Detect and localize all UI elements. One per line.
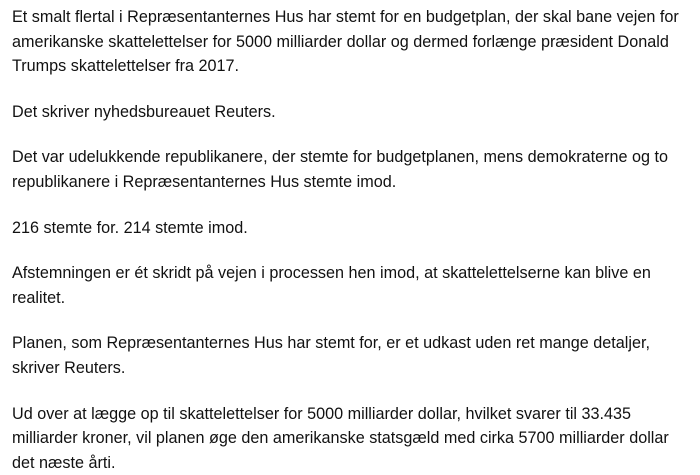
article-paragraph: Et smalt flertal i Repræsentanternes Hus har stemt for en budgetplan, der skal bane vejen for amerikanske skattelettelser for 5000 milliarder dollar og dermed forlænge præsident Donald Trumps skattelettelser fra 2017.: [12, 8, 679, 76]
article-paragraph: Planen, som Repræsentanternes Hus har stemt for, er et udkast uden ret mange detaljer, skriver Reuters.: [12, 334, 650, 377]
article-paragraph: Afstemningen er ét skridt på vejen i processen hen imod, at skattelettelserne kan blive en realitet.: [12, 264, 651, 307]
article-paragraph: 216 stemte for. 214 stemte imod.: [12, 218, 248, 237]
article-paragraph: Det var udelukkende republikanere, der stemte for budgetplanen, mens demokraterne og to republikanere i Repræsentanternes Hus stemte imod.: [12, 148, 668, 191]
article-paragraph: Ud over at lægge op til skattelettelser for 5000 milliarder dollar, hvilket svarer til 33.435 milliarder kroner, vil planen øge den amerikanske statsgæld med cirka 5700 milliarder dollar det næste årti.: [12, 404, 669, 472]
article-paragraph: Det skriver nyhedsbureauet Reuters.: [12, 102, 276, 121]
